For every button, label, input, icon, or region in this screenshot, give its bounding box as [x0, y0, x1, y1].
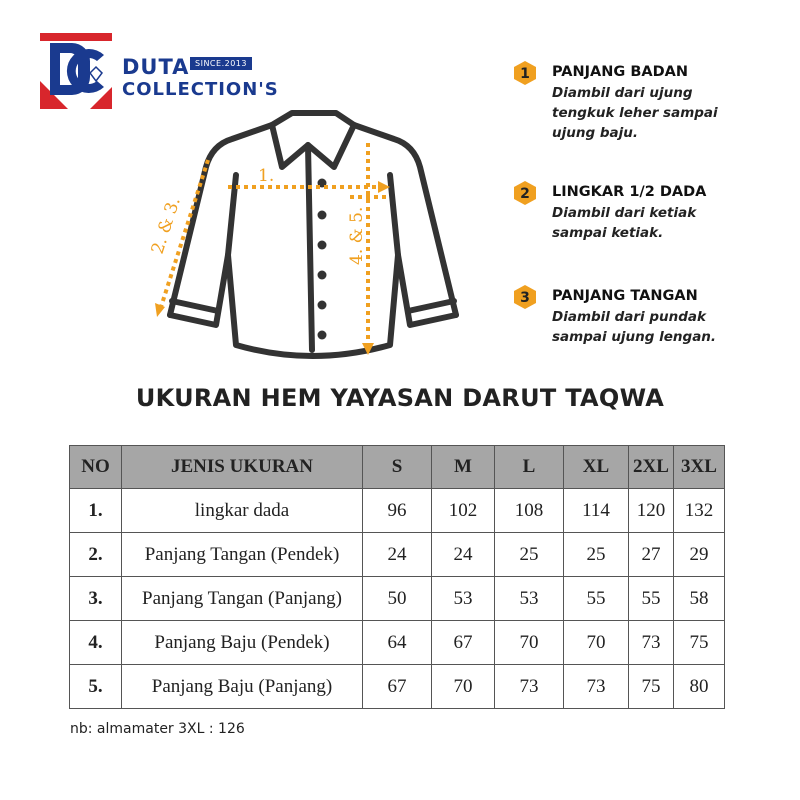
header-jenis-ukuran: JENIS UKURAN: [122, 446, 363, 489]
legend-desc-line: Diambil dari pundak: [552, 309, 707, 325]
size-value: 70: [564, 621, 629, 665]
shirt-outline-icon: [170, 113, 456, 356]
measure-name: Panjang Tangan (Panjang): [122, 577, 363, 621]
row-number: 3.: [70, 577, 122, 621]
brand-name-line2: COLLECTION'S: [122, 79, 279, 100]
legend-num-2: 2: [520, 186, 530, 202]
legend-title-2: LINGKAR 1/2 DADA: [552, 184, 707, 200]
legend-desc-2: [552, 203, 696, 243]
legend-desc-line: ujung baju.: [552, 125, 638, 141]
row-number: 2.: [70, 533, 122, 577]
legend-desc-1: [552, 83, 718, 143]
size-value: 25: [495, 533, 564, 577]
dc-logo-icon: [40, 33, 112, 109]
size-value: 120: [629, 489, 674, 533]
measure-name: Panjang Baju (Pendek): [122, 621, 363, 665]
legend-desc-line: sampai ujung lengan.: [552, 329, 717, 345]
header-size-3xl: 3XL: [674, 446, 725, 489]
size-value: 53: [495, 577, 564, 621]
size-value: 67: [363, 665, 432, 709]
measure-name: Panjang Tangan (Pendek): [122, 533, 363, 577]
size-value: 70: [495, 621, 564, 665]
brand-name-line1: DUTA: [122, 55, 190, 79]
table-row: [70, 489, 725, 533]
size-value: 53: [432, 577, 495, 621]
size-value: 73: [495, 665, 564, 709]
measure-label-2-3: 2. & 3.: [147, 194, 185, 257]
size-value: 102: [432, 489, 495, 533]
number-1-badge-icon: [512, 60, 538, 86]
measure-name: lingkar dada: [122, 489, 363, 533]
measure-label-1: 1.: [258, 166, 275, 186]
size-value: 114: [564, 489, 629, 533]
header-size-xl: XL: [564, 446, 629, 489]
size-value: 55: [564, 577, 629, 621]
size-value: 73: [564, 665, 629, 709]
size-value: 75: [629, 665, 674, 709]
size-value: 50: [363, 577, 432, 621]
legend-desc-line: tengkuk leher sampai: [552, 105, 718, 121]
table-header-row: [70, 446, 725, 489]
size-value: 96: [363, 489, 432, 533]
size-value: 24: [432, 533, 495, 577]
size-value: 64: [363, 621, 432, 665]
header-size-2xl: 2XL: [629, 446, 674, 489]
header-size-s: S: [363, 446, 432, 489]
size-value: 25: [564, 533, 629, 577]
table-row: [70, 621, 725, 665]
measure-label-4-5: 4. & 5.: [347, 206, 367, 265]
size-value: 67: [432, 621, 495, 665]
size-value: 80: [674, 665, 725, 709]
legend-desc-line: sampai ketiak.: [552, 225, 664, 241]
legend-num-3: 3: [520, 290, 530, 306]
since-badge: SINCE.2013: [190, 57, 252, 70]
row-number: 4.: [70, 621, 122, 665]
size-chart-table: [69, 445, 725, 709]
header-no: NO: [70, 446, 122, 489]
number-2-badge-icon: [512, 180, 538, 206]
size-value: 58: [674, 577, 725, 621]
row-number: 1.: [70, 489, 122, 533]
size-value: 108: [495, 489, 564, 533]
row-number: 5.: [70, 665, 122, 709]
size-value: 75: [674, 621, 725, 665]
brand-logo: [40, 33, 279, 111]
shirt-measurement-diagram: [140, 105, 470, 370]
table-row: [70, 533, 725, 577]
header-size-m: M: [432, 446, 495, 489]
footnote: nb: almamater 3XL : 126: [70, 721, 245, 737]
size-value: 70: [432, 665, 495, 709]
measure-name: Panjang Baju (Panjang): [122, 665, 363, 709]
table-row: [70, 577, 725, 621]
size-value: 29: [674, 533, 725, 577]
legend-desc-line: Diambil dari ketiak: [552, 205, 697, 221]
shirt-buttons: [318, 179, 327, 340]
number-3-badge-icon: [512, 284, 538, 310]
legend-desc-line: Diambil dari ujung: [552, 85, 693, 101]
size-value: 24: [363, 533, 432, 577]
legend-title-3: PANJANG TANGAN: [552, 288, 698, 304]
size-value: 73: [629, 621, 674, 665]
size-value: 27: [629, 533, 674, 577]
page-title: UKURAN HEM YAYASAN DARUT TAQWA: [135, 384, 665, 412]
table-row: [70, 665, 725, 709]
legend-title-1: PANJANG BADAN: [552, 64, 689, 80]
header-size-l: L: [495, 446, 564, 489]
legend-desc-3: [552, 307, 716, 347]
legend-num-1: 1: [520, 66, 530, 82]
size-value: 132: [674, 489, 725, 533]
size-value: 55: [629, 577, 674, 621]
